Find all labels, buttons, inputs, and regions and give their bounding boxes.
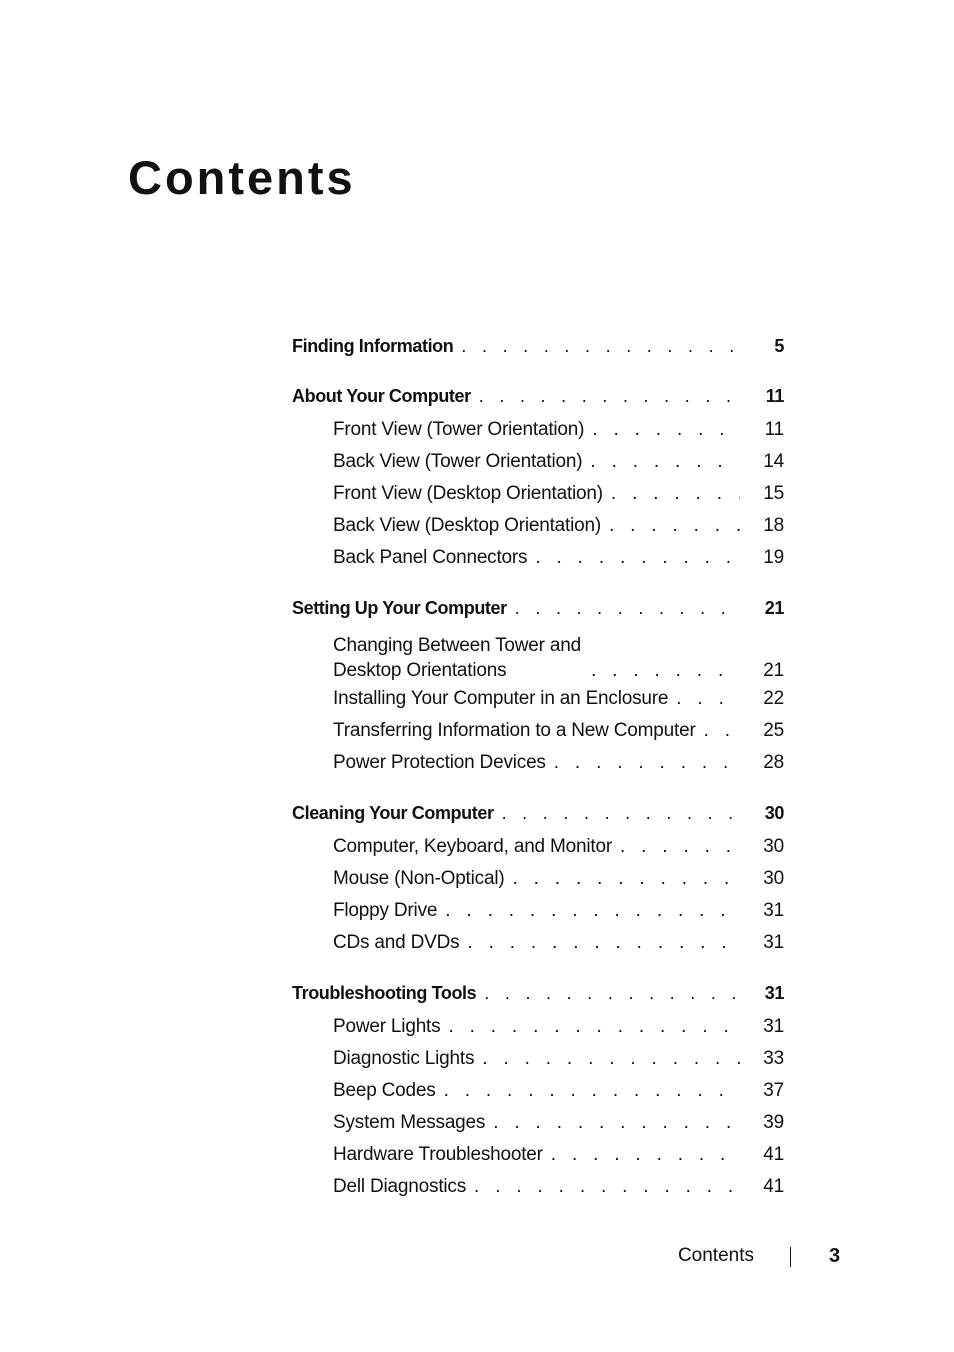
toc-entry[interactable] [292,683,784,715]
toc-page-number: 11 [765,386,784,406]
footer-divider [790,1247,791,1267]
toc-page-number: 31 [764,983,784,1003]
toc-entry[interactable] [292,446,784,478]
dot-leader [591,658,740,683]
footer-section-label: Contents [677,1245,754,1266]
toc-page-number: 31 [763,932,784,953]
toc-entry[interactable] [292,1043,784,1075]
toc-page-number: 11 [764,419,784,440]
toc-entry[interactable] [292,626,784,683]
toc-entry[interactable] [292,1139,784,1171]
toc-entry[interactable] [292,831,784,863]
toc-entry[interactable] [292,747,784,779]
toc-page-number: 41 [763,1176,784,1197]
toc-entry[interactable] [292,1075,784,1107]
footer-page-number: 3 [829,1245,841,1267]
toc-entry-label: System Messages [333,1112,486,1133]
dot-leader [611,478,740,510]
dot-leader [676,683,740,715]
dot-leader [467,927,740,959]
dot-leader [704,715,740,747]
dot-leader [493,1107,740,1139]
dot-leader [515,592,740,624]
toc-entry[interactable] [292,510,784,542]
toc-page-number: 21 [763,660,784,681]
toc-entry[interactable] [292,478,784,510]
toc-section-setting-up [292,592,784,779]
toc-entry[interactable] [292,414,784,446]
toc-page-number: 30 [764,803,784,823]
dot-leader [535,542,740,574]
dot-leader [448,1011,740,1043]
toc-section-cleaning [292,797,784,959]
toc-entry[interactable] [292,715,784,747]
toc-entry-label: Mouse (Non-Optical) [333,868,505,889]
toc-entry[interactable] [292,1107,784,1139]
toc-heading[interactable] [292,592,784,624]
dot-leader [461,330,740,362]
toc-entry-label: Front View (Tower Orientation) [333,419,585,440]
toc-entry-label: Floppy Drive [333,900,438,921]
toc-entry-label: Front View (Desktop Orientation) [333,483,603,504]
toc-page-number: 41 [763,1144,784,1165]
toc-heading[interactable] [292,797,784,829]
dot-leader [551,1139,740,1171]
toc-page-number: 14 [763,451,784,472]
dot-leader [609,510,740,542]
dot-leader [502,797,740,829]
toc-entry-label: Power Lights [333,1016,441,1037]
table-of-contents [292,330,784,1221]
toc-entry-label: Back Panel Connectors [333,547,528,568]
toc-section-finding-information [292,330,784,362]
toc-page-number: 31 [763,1016,784,1037]
toc-page-number: 5 [774,336,784,356]
toc-page-number: 15 [763,483,784,504]
toc-entry[interactable] [292,927,784,959]
toc-page-number: 31 [763,900,784,921]
toc-entry-label: Changing Between Tower and Desktop Orientations [333,635,581,681]
toc-entry[interactable] [292,542,784,574]
dot-leader [620,831,740,863]
toc-page-number: 30 [763,836,784,857]
toc-heading[interactable] [292,380,784,412]
toc-page-number: 18 [763,515,784,536]
toc-entry[interactable] [292,1011,784,1043]
dot-leader [592,414,740,446]
toc-entry-label: CDs and DVDs [333,932,460,953]
toc-heading-label: Troubleshooting Tools [292,983,477,1003]
dot-leader [474,1171,740,1203]
toc-entry[interactable] [292,1171,784,1203]
toc-heading[interactable] [292,977,784,1009]
toc-entry-label: Back View (Desktop Orientation) [333,515,602,536]
toc-page-number: 39 [763,1112,784,1133]
toc-section-about-your-computer [292,380,784,574]
toc-entry-label: Computer, Keyboard, and Monitor [333,836,612,857]
dot-leader [590,446,740,478]
toc-page-number: 30 [763,868,784,889]
toc-page-number: 19 [763,547,784,568]
page-footer [0,1240,954,1272]
toc-page-number: 37 [763,1080,784,1101]
dot-leader [479,380,740,412]
toc-heading-label: Setting Up Your Computer [292,598,507,618]
toc-entry-label: Dell Diagnostics [333,1176,467,1197]
toc-heading[interactable] [292,330,784,362]
dot-leader [482,1043,740,1075]
toc-section-troubleshooting [292,977,784,1203]
toc-entry-label: Back View (Tower Orientation) [333,451,583,472]
dot-leader [512,863,740,895]
toc-entry-label: Power Protection Devices [333,752,546,773]
toc-entry-label: Hardware Troubleshooter [333,1144,543,1165]
dot-leader [444,1075,740,1107]
toc-entry[interactable] [292,895,784,927]
page-title: Contents [128,151,356,204]
toc-entry-label: Diagnostic Lights [333,1048,475,1069]
toc-page-number: 28 [763,752,784,773]
toc-page-number: 21 [764,598,784,618]
dot-leader [484,977,740,1009]
toc-heading-label: About Your Computer [292,386,471,406]
toc-entry[interactable] [292,863,784,895]
dot-leader [445,895,740,927]
toc-heading-label: Finding Information [292,336,454,356]
toc-heading-label: Cleaning Your Computer [292,803,494,823]
toc-entry-label: Beep Codes [333,1080,436,1101]
dot-leader [554,747,740,779]
toc-entry-label: Transferring Information to a New Computer [333,720,696,741]
toc-page-number: 33 [763,1048,784,1069]
toc-page-number: 25 [763,720,784,741]
toc-page-number: 22 [763,688,784,709]
toc-entry-label: Installing Your Computer in an Enclosure [333,688,669,709]
